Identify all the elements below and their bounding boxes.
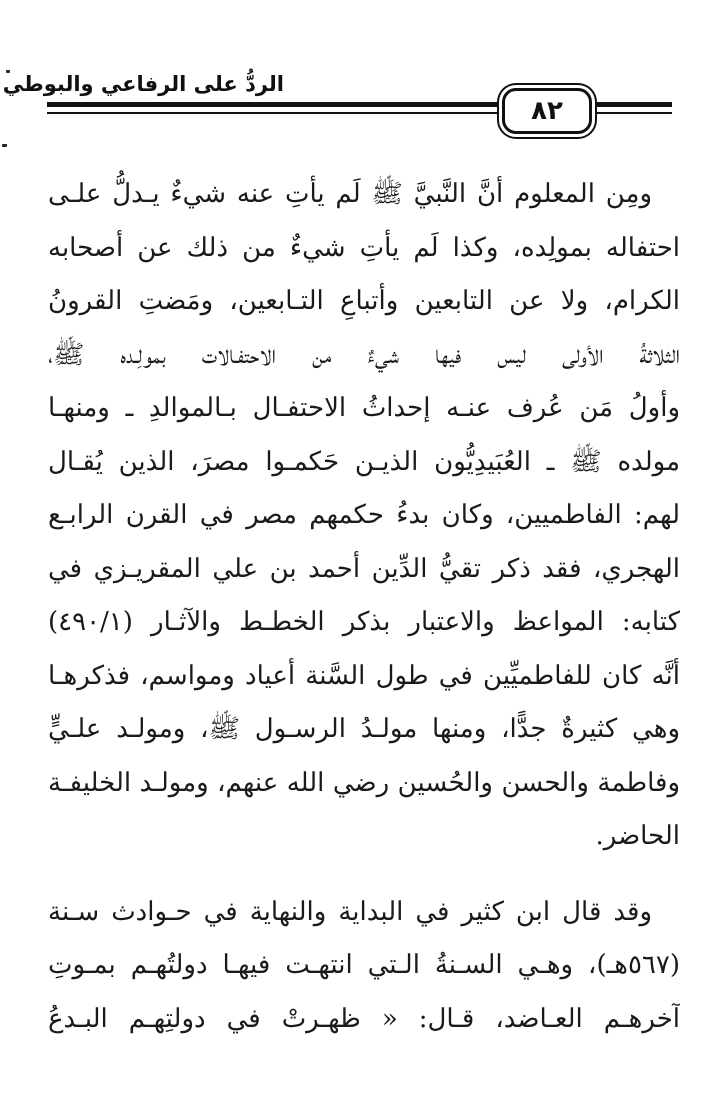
text-line: الحاضر. [595,821,680,851]
text-line: وقد قال ابن كثير في البداية والنهاية في حـوادث سـنة [48,896,652,927]
text-line: آخرهـم العـاضد، قـال: « ظهـرتْ في دولتِهـم البـدعُ [48,1003,680,1034]
paragraph-gap [48,864,680,886]
text-line: وفاطمة والحسن والحُسين رضي الله عنهم، ومولـد الخليفـة [48,767,680,798]
text-line: كتابه: المواعظ والاعتبار بذكر الخطـط والآثـار (٤٩٠/١) [48,607,680,637]
margin-speck-bottom [2,144,7,147]
text-line: لهم: الفاطميين، وكان بدءُ حكمهم مصر في القرن الرابـع [48,500,680,530]
text-line: احتفاله بمولِده، وكذا لَم يأتِ شيءٌ من ذلك عن أصحابه [48,232,680,263]
text-line: الكرام، ولا عن التابعين وأتباعِ التـابعين، ومَضتِ القرونُ [48,286,680,316]
text-line: الهجري، فقد ذكر تقيُّ الدِّين أحمد بن علي المقريـزي في [48,553,680,584]
text-line: وأولُ مَن عُرف عنـه إحداثُ الاحتفـال بـالموالدِ ـ ومنهـا [48,393,680,423]
paragraph-2 [48,886,680,1047]
text-line: الثلاثةُ الأولى ليس فيها شيءٌ من الاحتفـالات بمولِـده ﷺ، [48,339,680,370]
text-line: أنَّه كان للفاطميِّين في طول السَّنة أعياد ومواسم، فذكرهـا [48,660,680,691]
text-line: مولده ﷺ ـ العُبَيدِيُّون الذيـن حَكمـوا مصرَ، الذين يُقـال [48,446,680,477]
text-line: ومِن المعلوم أنَّ النَّبيَّ ﷺ لَم يأتِ عنه شيءٌ يـدلُّ علـى [48,179,652,209]
page-number-text: ٨٢ [531,96,563,126]
page-number [502,88,592,134]
text-line: وهي كثيرةٌ جدًّا، ومنها مولـدُ الرسـول ﷺ، ومولـد علـيٍّ [48,714,680,744]
paragraph-1 [48,168,680,864]
running-title: الردُّ على الرفاعي والبوطي [2,72,284,96]
body-text [48,168,680,1046]
text-line: (٥٦٧هـ)، وهـي السـنةُ الـتي انتهـت فيهـا دولتُهـم بمـوتِ [48,950,680,980]
